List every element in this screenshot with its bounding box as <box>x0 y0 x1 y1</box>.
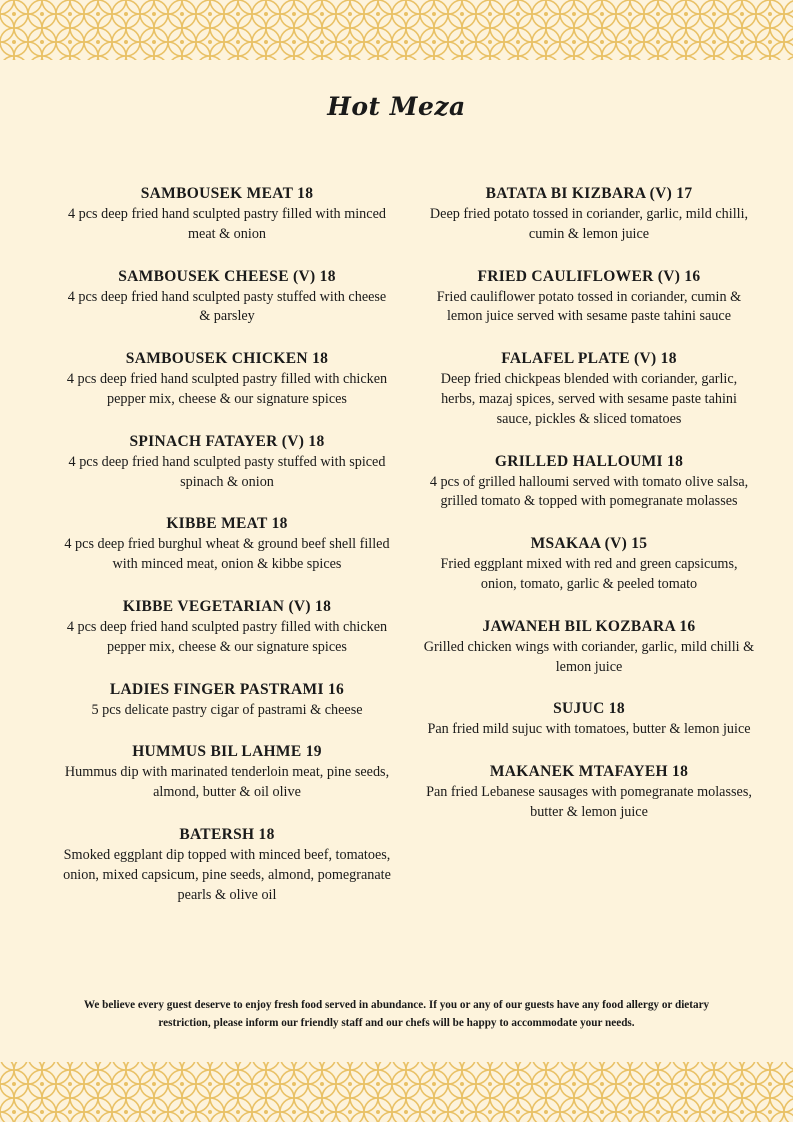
dish-price: 18 <box>258 825 275 843</box>
bottom-decorative-border <box>0 1062 793 1122</box>
menu-item <box>62 680 392 721</box>
menu-item <box>62 825 392 905</box>
menu-item-name <box>62 825 392 845</box>
allergy-disclaimer: We believe every guest deserve to enjoy fresh food served in abundance. If you or any of our guests have any food allergy or dietary restriction, please inform our friendly staff and our chefs will be happy to accommodate your needs. <box>83 999 710 1029</box>
menu-item-name <box>62 742 392 762</box>
menu-item-description: 4 pcs deep fried burghul wheat & ground beef shell filled with minced meat, onion & kibbe spices <box>64 536 390 573</box>
dish-price: 18 <box>315 597 332 615</box>
menu-item <box>423 534 755 595</box>
dish-name: SAMBOUSEK CHICKEN <box>125 350 308 368</box>
menu-item-description: 4 pcs deep fried hand sculpted pastry filled with chicken pepper mix, cheese & our signature spices <box>66 618 388 655</box>
dish-price: 18 <box>608 700 625 718</box>
menu-item-name <box>62 432 392 452</box>
menu-item-description: Pan fried Lebanese sausages with pomegranate molasses, butter & lemon juice <box>426 784 752 820</box>
menu-item <box>423 452 755 513</box>
menu-item <box>62 742 392 803</box>
menu-item <box>62 597 392 658</box>
dish-price: 18 <box>667 452 684 470</box>
dish-price: 18 <box>297 185 314 202</box>
dish-name: SUJUC <box>553 700 605 718</box>
floral-pattern-top <box>0 0 793 60</box>
menu-item <box>423 349 755 429</box>
dish-price: 19 <box>305 743 322 761</box>
dish-name: FALAFEL PLATE (V) <box>501 350 657 368</box>
menu-item-name <box>62 349 392 369</box>
dish-name: FRIED CAULIFLOWER (V) <box>477 267 681 285</box>
menu-item-name <box>423 267 755 287</box>
menu-item-description: Deep fried chickpeas blended with coriander, garlic, herbs, mazaj spices, served with sesame paste tahini sauce, pickles & sliced tomatoes <box>440 371 738 427</box>
menu-item <box>423 617 755 678</box>
dish-name: JAWANEH BIL KOZBARA <box>482 617 676 635</box>
menu-item-description: 4 pcs deep fried hand sculpted pastry filled with chicken pepper mix, cheese & our signature spices <box>66 371 388 407</box>
menu-item <box>423 184 755 245</box>
menu-item-name <box>62 184 392 204</box>
dish-name: MAKANEK MTAFAYEH <box>489 763 668 781</box>
menu-item <box>62 349 392 410</box>
dish-price: 18 <box>660 350 677 368</box>
menu-item-description: Fried eggplant mixed with red and green capsicums, onion, tomato, garlic & peeled tomato <box>440 556 738 592</box>
menu-item <box>423 762 755 823</box>
menu-item <box>423 699 755 740</box>
top-decorative-border <box>0 0 793 60</box>
menu-item-description: Deep fried potato tossed in coriander, garlic, mild chilli, cumin & lemon juice <box>429 206 749 242</box>
menu-item-name <box>423 184 755 204</box>
menu-item-name <box>423 617 755 637</box>
menu-item-name <box>423 452 755 472</box>
dish-name: LADIES FINGER PASTRAMI <box>109 680 324 698</box>
dish-price: 15 <box>631 535 648 553</box>
menu-item-name <box>62 514 392 534</box>
dish-name: SPINACH FATAYER (V) <box>129 432 305 450</box>
dish-name: BATERSH <box>179 825 255 843</box>
menu-item-description: Hummus dip with marinated tenderloin meat, pine seeds, almond, butter & oil olive <box>64 764 390 801</box>
menu-item <box>62 514 392 575</box>
dish-price: 18 <box>319 267 336 285</box>
menu-item <box>423 267 755 328</box>
dish-price: 18 <box>308 432 325 450</box>
dish-price: 17 <box>676 185 693 202</box>
menu-item-name <box>423 534 755 554</box>
dish-price: 16 <box>327 680 345 698</box>
dish-price: 16 <box>679 617 696 635</box>
menu-title: Hot Meza <box>327 92 466 121</box>
menu-item <box>62 184 392 245</box>
menu-item-description: Grilled chicken wings with coriander, garlic, mild chilli & lemon juice <box>423 638 755 675</box>
dish-name: SAMBOUSEK CHEESE (V) <box>118 267 316 285</box>
menu-item-name <box>423 762 755 782</box>
dish-name: BATATA BI KIZBARA (V) <box>485 185 673 202</box>
dish-name: KIBBE MEAT <box>166 515 268 533</box>
dish-name: GRILLED HALLOUMI <box>494 452 663 470</box>
menu-item-description: 4 pcs deep fried hand sculpted pasty stuffed with spiced spinach & onion <box>68 453 386 490</box>
menu-item-description: Pan fried mild sujuc with tomatoes, butter & lemon juice <box>427 721 751 738</box>
menu-column-right <box>423 184 755 845</box>
menu-item-description: 4 pcs deep fried hand sculpted pastry filled with minced meat & onion <box>68 206 386 242</box>
menu-item-name <box>423 349 755 369</box>
dish-price: 18 <box>271 515 288 533</box>
dish-name: HUMMUS BIL LAHME <box>132 743 302 761</box>
menu-item-name <box>62 267 392 287</box>
menu-item <box>62 267 392 328</box>
menu-item-description: Fried cauliflower potato tossed in coriander, cumin & lemon juice served with sesame paste tahini sauce <box>436 288 742 325</box>
dish-name: MSAKAA (V) <box>530 535 628 553</box>
dish-name: SAMBOUSEK MEAT <box>140 185 293 202</box>
menu-item-name <box>62 680 392 700</box>
menu-item-description: 4 pcs deep fried hand sculpted pasty stuffed with cheese & parsley <box>67 288 387 325</box>
menu-column-left <box>62 184 392 927</box>
floral-pattern-bottom <box>0 1062 793 1122</box>
menu-item-description: 5 pcs delicate pastry cigar of pastrami & cheese <box>91 701 363 718</box>
menu-item-name <box>423 699 755 719</box>
menu-item-name <box>62 597 392 617</box>
menu-item-description: 4 pcs of grilled halloumi served with tomato olive salsa, grilled tomato & topped with pomegranate molasses <box>429 473 749 510</box>
dish-price: 18 <box>672 763 689 781</box>
menu-item-description: Smoked eggplant dip topped with minced beef, tomatoes, onion, mixed capsicum, pine seeds, almond, pomegranate pearls & olive oil <box>63 846 391 903</box>
dish-name: KIBBE VEGETARIAN (V) <box>122 597 311 615</box>
dish-price: 18 <box>312 350 329 368</box>
dish-price: 16 <box>684 267 701 285</box>
menu-item <box>62 432 392 493</box>
